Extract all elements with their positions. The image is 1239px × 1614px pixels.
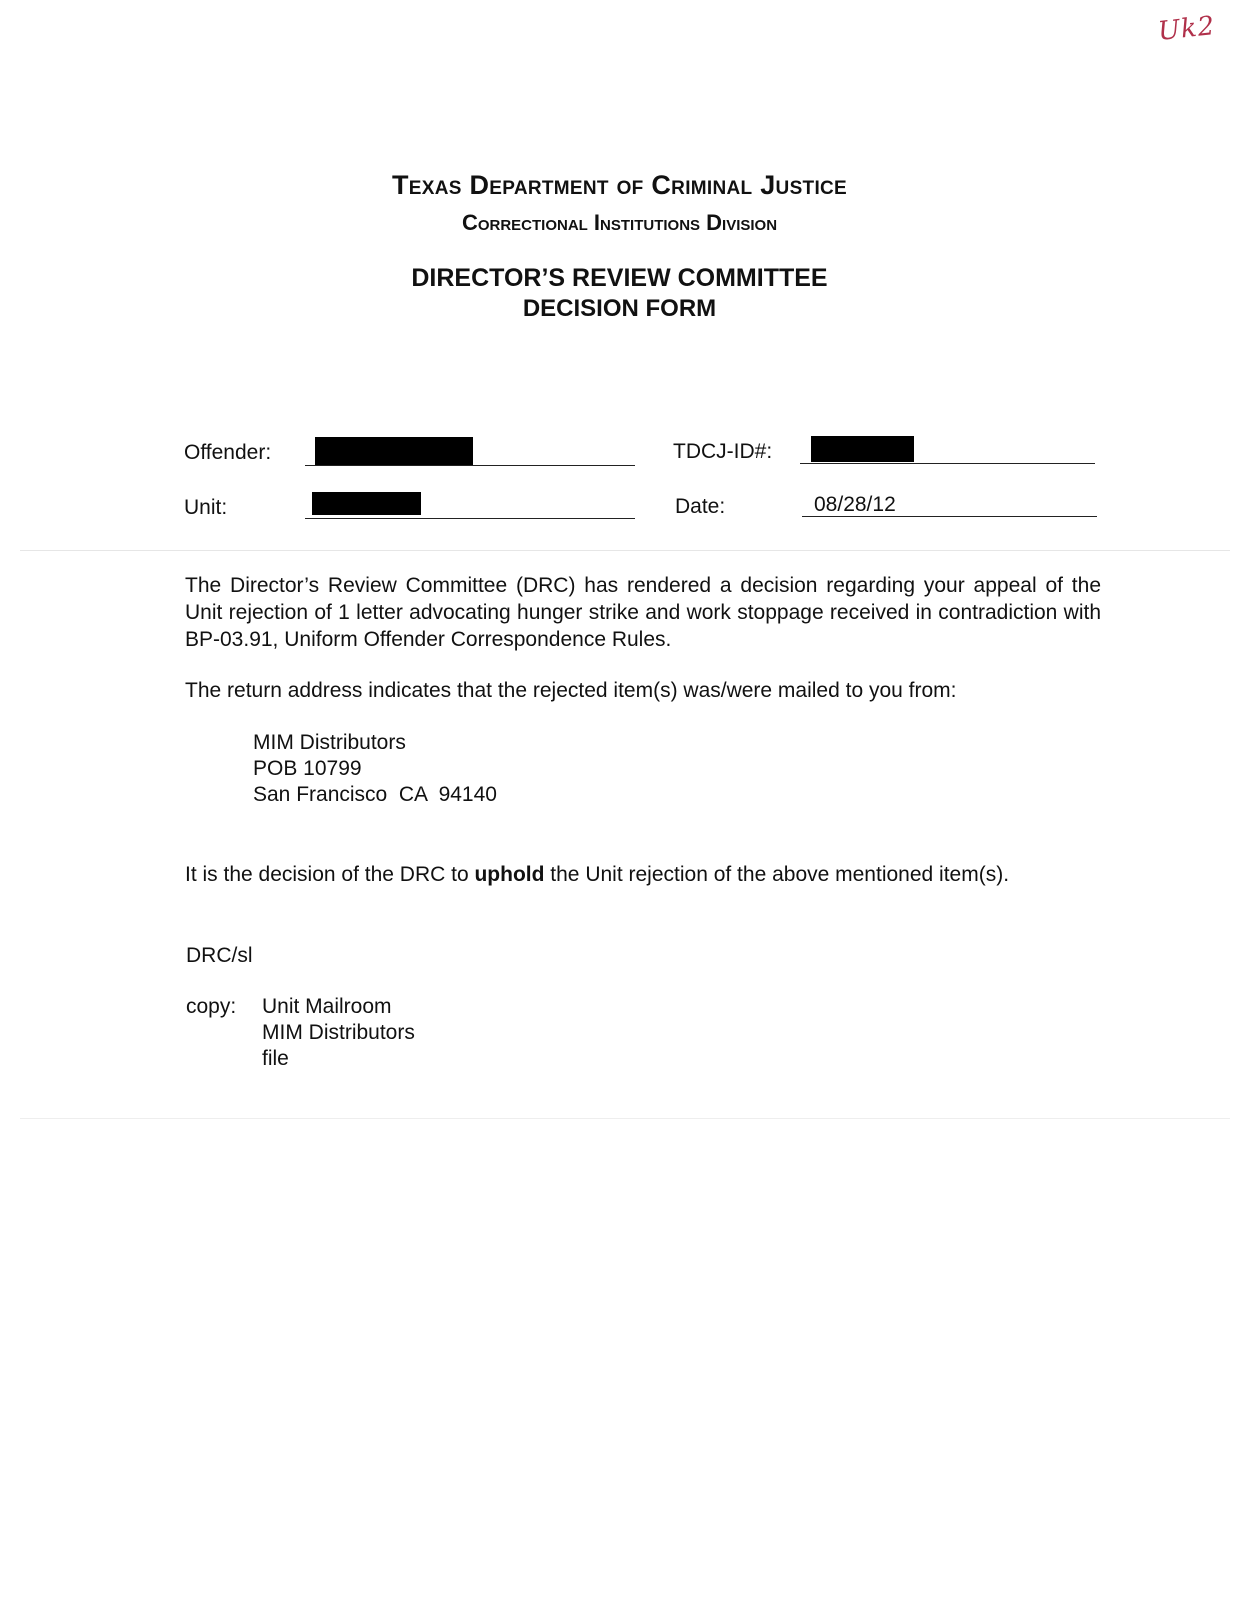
date-value: 08/28/12 (814, 493, 896, 516)
copy-label: copy: (186, 995, 237, 1018)
form-title: DECISION FORM (522, 295, 717, 322)
date-underline (802, 516, 1097, 517)
date-label: Date: (675, 495, 726, 518)
copy-recipient: MIM Distributors (262, 1021, 415, 1044)
unit-label: Unit: (184, 496, 228, 519)
decision-statement (185, 861, 1101, 888)
division-title: Correctional Institutions Division (461, 210, 778, 235)
decision-verb: uphold (474, 863, 545, 886)
decision-paragraph: The Director’s Review Committee (DRC) has rendered a decision regarding your appeal of the Unit rejection of 1 letter advocating hunger strike and work stoppage received in contradiction with BP-03.91, Uniform Offender Correspondence Rules. (185, 574, 1101, 651)
tdcj-id-label: TDCJ-ID#: (673, 440, 773, 463)
offender-redaction (315, 437, 473, 465)
address-line: San Francisco CA 94140 (253, 783, 497, 806)
fold-line (20, 1118, 1230, 1119)
decision-prefix: It is the decision of the DRC to (185, 863, 475, 886)
tdcj-id-redaction (811, 436, 914, 462)
fold-line (20, 550, 1230, 551)
unit-redaction (312, 492, 421, 515)
copy-recipient: file (262, 1047, 289, 1070)
committee-title: DIRECTOR’S REVIEW COMMITTEE (411, 264, 828, 292)
return-address-intro: The return address indicates that the rejected item(s) was/were mailed to you from: (185, 679, 957, 702)
agency-title: Texas Department of Criminal Justice (391, 170, 848, 200)
copy-recipient: Unit Mailroom (262, 995, 392, 1018)
handwritten-mark: Uk2 (1156, 11, 1217, 47)
tdcj-id-underline (800, 463, 1095, 464)
address-line: POB 10799 (253, 757, 362, 780)
offender-label: Offender: (184, 441, 272, 464)
offender-underline (305, 465, 635, 466)
address-line: MIM Distributors (253, 731, 406, 754)
unit-underline (305, 518, 635, 519)
decision-suffix: the Unit rejection of the above mentioned item(s). (544, 863, 1010, 886)
initials: DRC/sl (186, 944, 253, 967)
